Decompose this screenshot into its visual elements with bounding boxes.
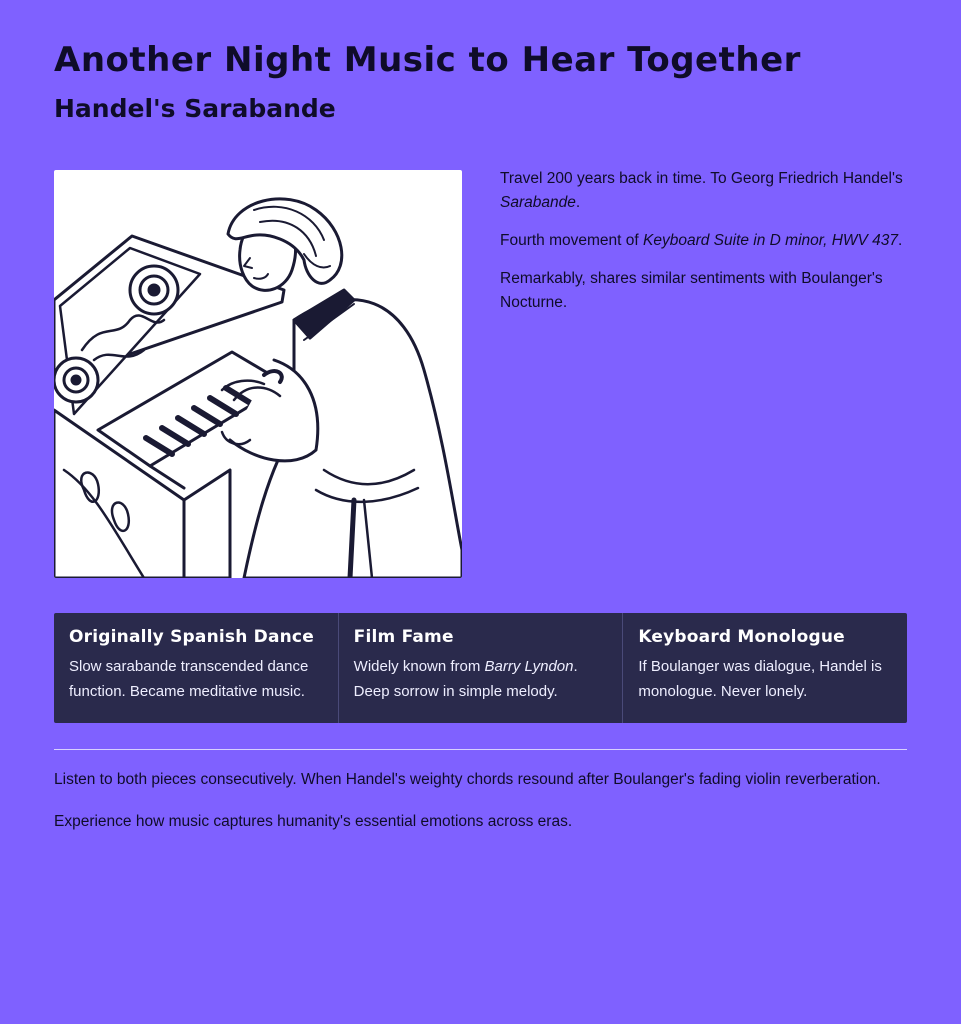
intro-p1-emphasis: Sarabande (500, 194, 576, 211)
intro-p1-prefix: Travel 200 years back in time. To Georg Friedrich Handel's (500, 170, 903, 187)
page-subtitle: Handel's Sarabande (54, 94, 336, 123)
card-text: If Boulanger was dialogue, Handel is monologue. Never lonely. (638, 658, 882, 700)
card-title: Film Fame (353, 627, 454, 647)
divider (54, 749, 907, 750)
harpsichord-player-illustration (54, 170, 462, 578)
card-text: Slow sarabande transcended dance function. Became meditative music. (69, 658, 309, 700)
intro-paragraph-3: Remarkably, shares similar sentiments with Boulanger's Nocturne. (500, 270, 883, 311)
intro-p2-suffix: . (898, 232, 903, 249)
card-title: Keyboard Monologue (638, 627, 845, 647)
outro-paragraph-2: Experience how music captures humanity's essential emotions across eras. (54, 813, 573, 830)
intro-p1-suffix: . (575, 194, 581, 211)
card-keyboard-monologue (623, 613, 907, 723)
outro-paragraph-1: Listen to both pieces consecutively. When Handel's weighty chords resound after Boulanger's fading violin reverberation. (54, 771, 881, 788)
outro-text (54, 768, 914, 852)
info-cards (54, 613, 907, 723)
card-film-fame (339, 613, 624, 723)
intro-text (500, 167, 910, 329)
page-title: Another Night Music to Hear Together (54, 40, 801, 80)
intro-paragraph-2 (500, 229, 910, 253)
card-text-emphasis: Barry Lyndon (484, 658, 574, 675)
intro-paragraph-1 (500, 167, 910, 215)
card-text-prefix: Widely known from (353, 658, 485, 675)
card-text (354, 655, 608, 704)
card-title: Originally Spanish Dance (69, 627, 314, 647)
intro-p2-prefix: Fourth movement of (500, 232, 644, 249)
card-spanish-dance (54, 613, 339, 723)
card-text-suffix: . Deep sorrow in simple melody. (353, 658, 578, 700)
intro-p2-emphasis: Keyboard Suite in D minor, HWV 437 (643, 232, 899, 249)
